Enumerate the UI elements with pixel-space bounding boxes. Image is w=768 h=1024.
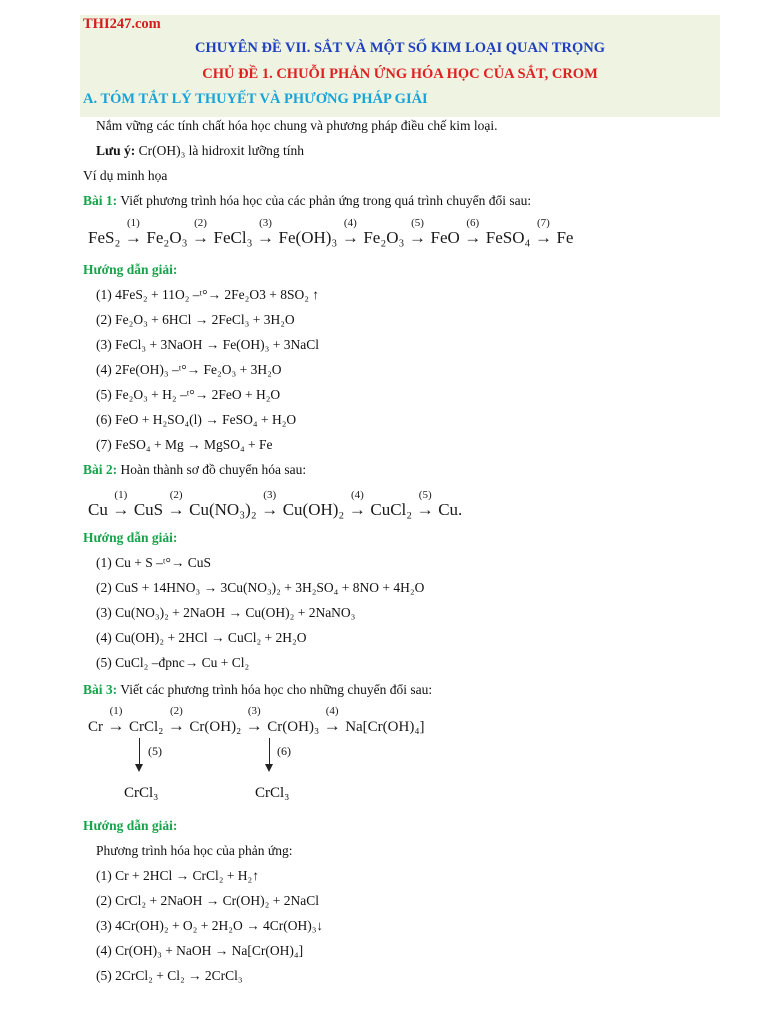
note-text: Cr(OH)₃ là hidroxit lưỡng tính: [138, 143, 305, 158]
scheme-item: Fe: [556, 228, 574, 247]
reaction-arrow: (7) →: [534, 217, 552, 247]
topic-title: CHỦ ĐỀ 1. CHUỖI PHẢN ỨNG HÓA HỌC CỦA SẮT, CROM: [202, 66, 598, 82]
scheme-item: CrCl₂: [129, 719, 164, 735]
reaction-arrow: (5) →: [408, 217, 426, 247]
bai1-answer-3: (3) FeCl₃ + 3NaOH → Fe(OH)₃ + 3NaCl: [96, 337, 319, 352]
branch-arrow-5-head: [135, 764, 143, 772]
reaction-arrow: (4) →: [348, 489, 366, 519]
reaction-arrow: (3) →: [261, 489, 279, 519]
scheme-item: Cu(OH)₂: [282, 500, 345, 519]
branch-label-5: (5): [148, 744, 162, 758]
scheme-item: CuS: [133, 500, 164, 519]
chapter-title: CHUYÊN ĐỀ VII. SẮT VÀ MỘT SỐ KIM LOẠI QUAN TRỌNG: [195, 40, 605, 56]
bai3-guide: Hướng dẫn giải:: [83, 818, 178, 833]
bai3-text: Viết các phương trình hóa học cho những chuyển đổi sau:: [120, 682, 433, 697]
reaction-arrow: (1) →: [112, 489, 130, 519]
section-heading: A. TÓM TẮT LÝ THUYẾT VÀ PHƯƠNG PHÁP GIẢI: [83, 91, 428, 107]
bai3-answer-4: (4) Cr(OH)₃ + NaOH → Na[Cr(OH)₄]: [96, 943, 304, 958]
note-line: [96, 143, 304, 159]
reaction-arrow: (2) →: [192, 217, 210, 247]
branch-label-6: (6): [277, 744, 291, 758]
intro-paragraph: Nắm vững các tính chất hóa học chung và phương pháp điều chế kim loại.: [96, 118, 498, 133]
bai3-intro: Phương trình hóa học của phản ứng:: [96, 843, 293, 858]
scheme-item: FeSO₄: [485, 228, 531, 247]
example-heading: Ví dụ minh họa: [83, 168, 168, 183]
reaction-arrow: (4) →: [341, 217, 359, 247]
bai1-answer-4: (4) 2Fe(OH)₃ –ᵗ°→ Fe₂O₃ + 3H₂O: [96, 362, 282, 377]
site-name: THI247.com: [83, 16, 161, 32]
bai1-text: Viết phương trình hóa học của các phản ứng trong quá trình chuyển đổi sau:: [120, 193, 532, 208]
bai1-answer-7: (7) FeSO₄ + Mg → MgSO₄ + Fe: [96, 437, 273, 452]
reaction-arrow: (1) →: [124, 217, 142, 247]
branch-arrow-6-line: [269, 738, 270, 766]
bai1-answer-6: (6) FeO + H₂SO₄(l) → FeSO₄ + H₂O: [96, 412, 297, 427]
bai1-label: Bài 1:: [83, 193, 118, 208]
branch-arrow-5-line: [139, 738, 140, 766]
scheme-item: Na[Cr(OH)₄]: [345, 719, 425, 735]
branch-product-6: CrCl₃: [255, 785, 290, 801]
branch-arrow-6-head: [265, 764, 273, 772]
bai1-answer-5: (5) Fe₂O₃ + H₂ –ᵗ°→ 2FeO + H₂O: [96, 387, 281, 402]
note-label: Lưu ý:: [96, 143, 136, 158]
bai2-scheme: [88, 489, 463, 520]
bai2-answer-5: (5) CuCl₂ –đpnc→ Cu + Cl₂: [96, 655, 250, 670]
bai2-text: Hoàn thành sơ đồ chuyển hóa sau:: [120, 462, 307, 477]
bai3-prompt: [83, 682, 432, 698]
reaction-arrow: (5) →: [416, 489, 434, 519]
branch-product-5: CrCl₃: [124, 785, 159, 801]
bai3-label: Bài 3:: [83, 682, 118, 697]
reaction-arrow: (6) →: [464, 217, 482, 247]
reaction-arrow: (3) →: [257, 217, 275, 247]
bai2-guide: Hướng dẫn giải:: [83, 530, 178, 545]
bai1-answer-2: (2) Fe₂O₃ + 6HCl → 2FeCl₃ + 3H₂O: [96, 312, 295, 327]
scheme-item: Cu: [88, 500, 108, 519]
scheme-item: FeCl₃: [213, 228, 253, 247]
bai3-scheme: [88, 705, 425, 736]
bai3-answer-3: (3) 4Cr(OH)₂ + O₂ + 2H₂O → 4Cr(OH)₃↓: [96, 918, 324, 933]
bai3-answer-1: (1) Cr + 2HCl → CrCl₂ + H₂↑: [96, 868, 260, 883]
bai1-scheme: [88, 217, 574, 248]
scheme-item: Cu.: [438, 500, 463, 519]
bai2-prompt: [83, 462, 306, 478]
bai2-answer-1: (1) Cu + S –ᵗ°→ CuS: [96, 555, 211, 570]
bai3-answer-2: (2) CrCl₂ + 2NaOH → Cr(OH)₂ + 2NaCl: [96, 893, 319, 908]
scheme-item: Cr(OH)₃: [267, 719, 320, 735]
scheme-item: Cu(NO₃)₂: [189, 500, 257, 519]
bai2-answer-4: (4) Cu(OH)₂ + 2HCl → CuCl₂ + 2H₂O: [96, 630, 307, 645]
reaction-arrow: (2) →: [167, 705, 185, 735]
scheme-item: Fe(OH)₃: [278, 228, 338, 247]
reaction-arrow: (1) →: [107, 705, 125, 735]
bai2-answer-3: (3) Cu(NO₃)₂ + 2NaOH → Cu(OH)₂ + 2NaNO₃: [96, 605, 356, 620]
scheme-item: CuCl₂: [370, 500, 413, 519]
reaction-arrow: (4) →: [323, 705, 341, 735]
bai2-answer-2: (2) CuS + 14HNO₃ → 3Cu(NO₃)₂ + 3H₂SO₄ + 8NO + 4H₂O: [96, 580, 425, 595]
bai1-answer-1: (1) 4FeS₂ + 11O₂ –ᵗ°→ 2Fe₂O3 + 8SO₂ ↑: [96, 287, 320, 302]
scheme-item: FeS₂: [88, 228, 121, 247]
reaction-arrow: (2) →: [167, 489, 185, 519]
bai3-answer-5: (5) 2CrCl₂ + Cl₂ → 2CrCl₃: [96, 968, 243, 983]
scheme-item: Fe₂O₃: [146, 228, 188, 247]
bai1-guide: Hướng dẫn giải:: [83, 262, 178, 277]
bai2-label: Bài 2:: [83, 462, 118, 477]
scheme-item: Cr(OH)₂: [189, 719, 242, 735]
reaction-arrow: (3) →: [245, 705, 263, 735]
bai1-prompt: [83, 193, 531, 209]
scheme-item: FeO: [430, 228, 460, 247]
scheme-item: Fe₂O₃: [363, 228, 405, 247]
scheme-item: Cr: [88, 719, 103, 735]
